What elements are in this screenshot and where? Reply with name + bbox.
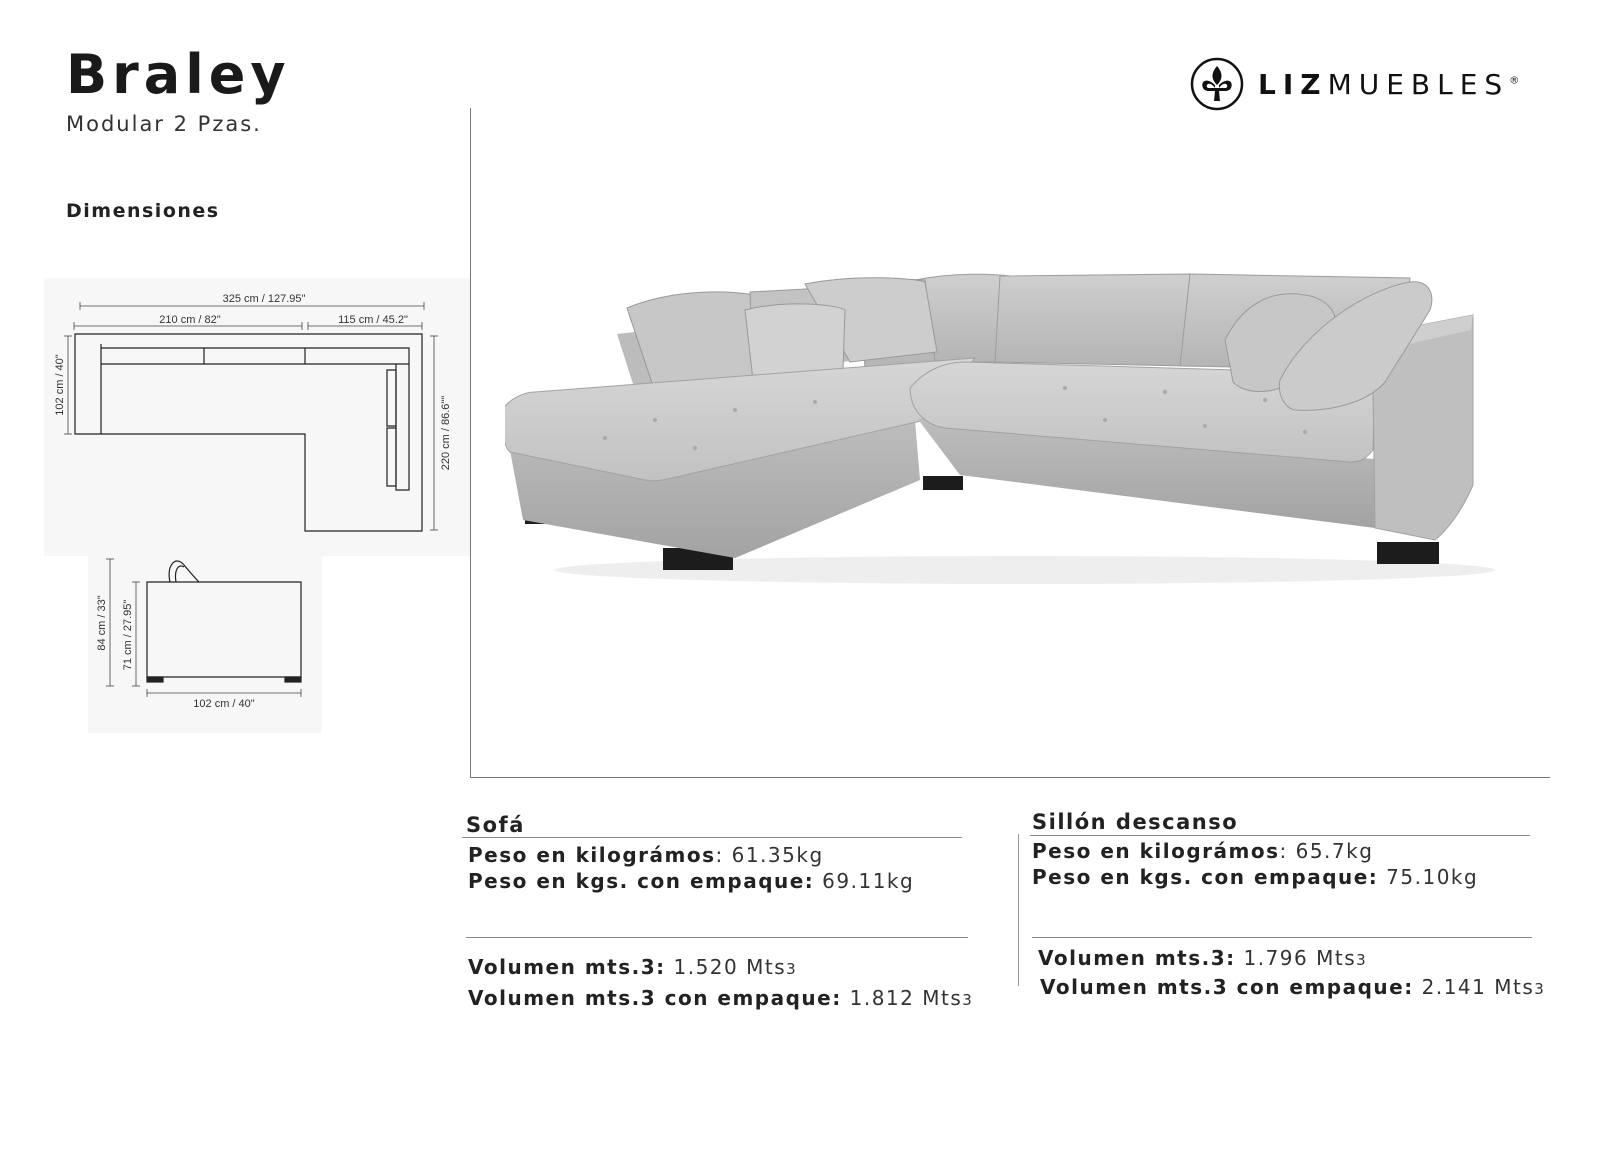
dim-total-height: 84 cm / 33"	[96, 595, 108, 651]
sofa-volume-pack-value: 1.812 Mts	[841, 986, 963, 1010]
sillon-weight-label: Peso en kilográmos	[1032, 839, 1280, 863]
sofa-product-image	[505, 270, 1505, 610]
dim-right-width: 115 cm / 45.2"	[338, 314, 408, 326]
specs-divider	[1018, 834, 1019, 986]
sofa-weight-value: : 61.35kg	[715, 843, 824, 867]
vertical-divider	[470, 108, 471, 778]
sofa-weight	[468, 843, 824, 867]
sillon-section-title: Sillón descanso	[1032, 810, 1239, 834]
sillon-volume-pack-label: Volumen mts.3 con empaque:	[1040, 975, 1414, 999]
dim-seat-height: 71 cm / 27.95"	[122, 599, 134, 671]
registered-mark: ®	[1509, 75, 1520, 87]
sillon-weight-value: : 65.7kg	[1279, 839, 1374, 863]
sofa-weight-pack-value: 69.11kg	[814, 869, 915, 893]
sofa-volume-unit-cube: 3	[786, 960, 798, 978]
sofa-volume-pack	[468, 986, 973, 1010]
sillon-volume-pack-unit-cube: 3	[1534, 980, 1546, 998]
sillon-volume-label: Volumen mts.3:	[1038, 946, 1236, 970]
sofa-volume	[468, 955, 797, 979]
sofa-leg	[1377, 542, 1439, 564]
sillon-weight-pack	[1032, 865, 1478, 889]
sofa-weight-pack	[468, 869, 914, 893]
dim-side-depth: 102 cm / 40"	[193, 698, 255, 710]
brand-bold: LIZ	[1258, 67, 1328, 101]
sofa-volume-label: Volumen mts.3:	[468, 955, 666, 979]
sillon-volume	[1038, 946, 1367, 970]
dim-chaise-length: 220 cm / 86.6""	[440, 395, 452, 471]
sillon-volume-pack	[1040, 975, 1545, 999]
dim-total-width: 325 cm / 127.95"	[222, 293, 306, 305]
brand-light: MUEBLES	[1327, 67, 1510, 101]
sillon-weight	[1032, 839, 1373, 863]
sillon-title-rule	[1030, 835, 1530, 836]
sillon-volume-rule	[1032, 937, 1532, 938]
brand-name	[1258, 68, 1519, 101]
sofa-volume-rule	[466, 937, 968, 938]
sofa-volume-pack-unit-cube: 3	[962, 991, 974, 1009]
sofa-volume-value: 1.520 Mts	[665, 955, 787, 979]
sofa-title-rule	[462, 837, 962, 838]
sillon-volume-value: 1.796 Mts	[1235, 946, 1357, 970]
sofa-leg	[923, 476, 963, 490]
sillon-weight-pack-value: 75.10kg	[1378, 865, 1479, 889]
sofa-weight-pack-label: Peso en kgs. con empaque:	[468, 869, 815, 893]
product-title: Braley	[66, 43, 291, 106]
sillon-volume-unit-cube: 3	[1356, 951, 1368, 969]
dimensions-heading: Dimensiones	[66, 200, 220, 222]
dim-depth: 102 cm / 40"	[54, 354, 66, 416]
horizontal-divider	[470, 777, 1550, 778]
side-view-diagram	[88, 555, 322, 733]
sofa-volume-pack-label: Volumen mts.3 con empaque:	[468, 986, 842, 1010]
fleur-de-lis-icon	[1190, 57, 1244, 111]
top-view-diagram	[44, 278, 470, 556]
sillon-volume-pack-value: 2.141 Mts	[1413, 975, 1535, 999]
brand-logo	[1190, 56, 1519, 112]
dim-left-width: 210 cm / 82"	[159, 314, 221, 326]
product-subtitle: Modular 2 Pzas.	[66, 112, 262, 136]
sofa-section-title: Sofá	[466, 813, 525, 837]
sillon-weight-pack-label: Peso en kgs. con empaque:	[1032, 865, 1379, 889]
sofa-weight-label: Peso en kilográmos	[468, 843, 716, 867]
